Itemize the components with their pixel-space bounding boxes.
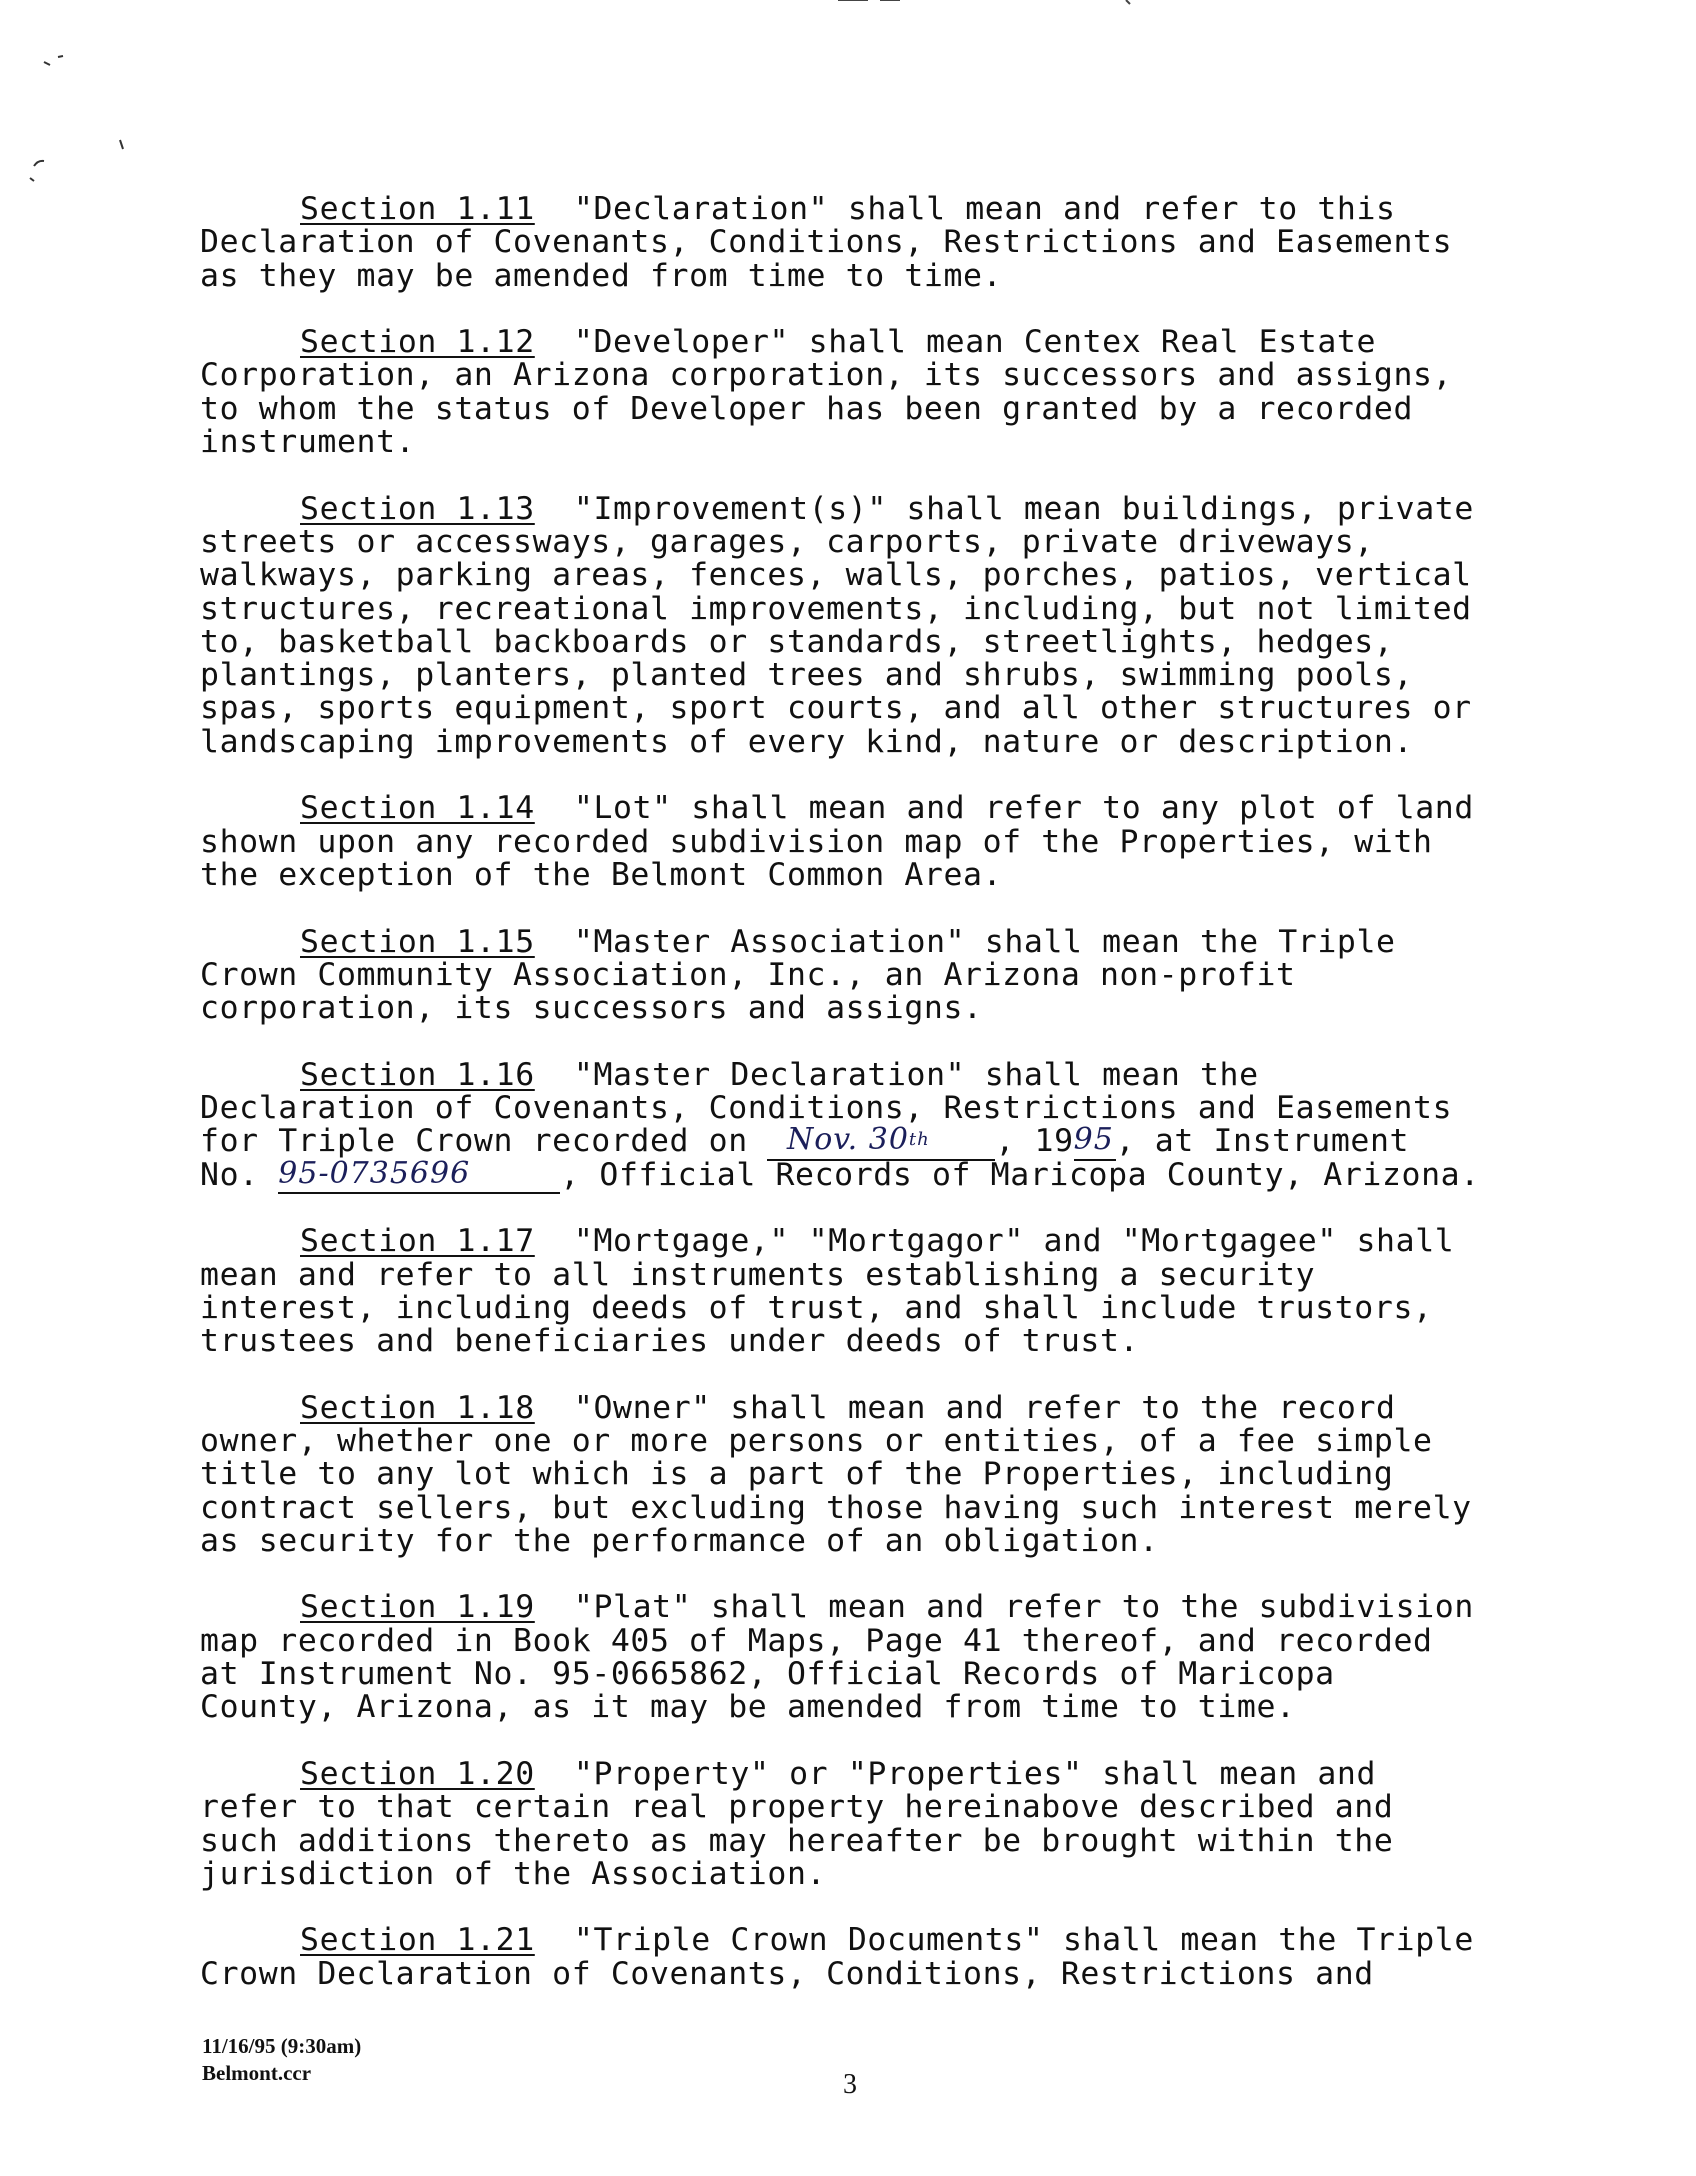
line-text: trustees and beneficiaries under deeds of trust. xyxy=(200,1323,1140,1360)
text-line xyxy=(200,1522,1520,1559)
line-text: the exception of the Belmont Common Area. xyxy=(200,856,1003,893)
text-line xyxy=(200,523,1520,560)
section-label: Section 1.16 xyxy=(300,1056,535,1093)
handwritten-instrument-number: 95-0735696 xyxy=(278,1155,471,1191)
definition-section xyxy=(200,792,1520,892)
text-line xyxy=(200,1791,1520,1824)
instrument-number-blank xyxy=(278,1155,560,1194)
line-text: , at Instrument xyxy=(1115,1123,1410,1160)
text-line xyxy=(200,992,1520,1025)
definition-section xyxy=(200,1924,1520,1991)
line-text: landscaping improvements of every kind, nature or description. xyxy=(200,723,1414,760)
line-text: mean and refer to all instruments establishing a security xyxy=(200,1256,1316,1293)
section-label: Section 1.15 xyxy=(300,923,535,960)
text-line xyxy=(200,1389,1520,1426)
handwritten-date-suffix: th xyxy=(908,1129,930,1151)
scan-speck xyxy=(1126,0,1130,4)
text-line xyxy=(200,1225,1520,1258)
text-line xyxy=(200,1955,1520,1992)
line-text: Corporation, an Arizona corporation, its successors and assigns, xyxy=(200,357,1453,394)
section-label: Section 1.13 xyxy=(300,490,535,527)
line-text: jurisdiction of the Association. xyxy=(200,1855,827,1892)
line-text: corporation, its successors and assigns. xyxy=(200,990,983,1027)
text-line xyxy=(200,490,1520,527)
definition-section xyxy=(200,193,1520,293)
line-text: "Property" or "Properties" shall mean and xyxy=(534,1755,1377,1792)
handwritten-year: 95 xyxy=(1073,1122,1114,1158)
definition-section xyxy=(200,1591,1520,1724)
definition-section xyxy=(200,326,1520,459)
definition-section xyxy=(200,1755,1520,1892)
line-text: instrument. xyxy=(200,424,416,461)
line-text: , 19 xyxy=(995,1123,1074,1160)
line-text: Crown Community Association, Inc., an Arizona non-profit xyxy=(200,956,1296,993)
text-line xyxy=(200,823,1520,860)
line-text: shown upon any recorded subdivision map of the Properties, with xyxy=(200,823,1433,860)
text-line xyxy=(200,1155,1520,1193)
text-line xyxy=(200,359,1520,392)
scan-speck xyxy=(120,140,123,149)
footer-meta xyxy=(202,2033,361,2087)
section-label: Section 1.17 xyxy=(300,1223,535,1260)
scan-speck xyxy=(34,161,44,166)
line-text: streets or accessways, garages, carports, private driveways, xyxy=(200,523,1374,560)
text-line xyxy=(200,1458,1520,1491)
line-text: "Improvement(s)" shall mean buildings, private xyxy=(534,490,1474,527)
text-line xyxy=(200,1658,1520,1691)
text-line xyxy=(200,692,1520,725)
line-text: plantings, planters, planted trees and shrubs, swimming pools, xyxy=(200,657,1414,694)
text-line xyxy=(200,1122,1520,1160)
text-line xyxy=(200,193,1520,226)
definition-section xyxy=(200,1389,1520,1559)
definition-section xyxy=(200,1056,1520,1193)
line-text: owner, whether one or more persons or entities, of a fee simple xyxy=(200,1422,1433,1459)
text-line xyxy=(200,1325,1520,1358)
footer-filename: Belmont.ccr xyxy=(202,2061,312,2085)
line-text: "Master Declaration" shall mean the xyxy=(534,1056,1259,1093)
text-line xyxy=(200,390,1520,427)
text-line xyxy=(200,1855,1520,1892)
text-line xyxy=(200,1489,1520,1526)
definition-section xyxy=(200,490,1520,760)
line-text: for Triple Crown recorded on xyxy=(200,1123,768,1160)
page-number: 3 xyxy=(843,2069,857,2100)
line-text: No. xyxy=(200,1156,279,1193)
text-line xyxy=(200,226,1520,259)
text-line xyxy=(200,856,1520,893)
text-line xyxy=(200,426,1520,459)
line-text: "Declaration" shall mean and refer to this xyxy=(534,191,1396,227)
text-line xyxy=(200,723,1520,760)
text-line xyxy=(200,257,1520,294)
line-text: Declaration of Covenants, Conditions, Restrictions and Easements xyxy=(200,224,1453,261)
line-text: walkways, parking areas, fences, walls, porches, patios, vertical xyxy=(200,557,1472,594)
text-line xyxy=(200,1822,1520,1859)
section-label: Section 1.12 xyxy=(300,324,535,361)
line-text: to whom the status of Developer has been granted by a recorded xyxy=(200,390,1414,427)
section-label: Section 1.19 xyxy=(300,1589,535,1626)
line-text: as they may be amended from time to time. xyxy=(200,257,1003,294)
line-text: structures, recreational improvements, including, but not limited xyxy=(200,590,1472,627)
text-line xyxy=(200,1092,1520,1125)
line-text: refer to that certain real property hereinabove described and xyxy=(200,1789,1394,1826)
footer-date: 11/16/95 (9:30am) xyxy=(202,2034,362,2058)
line-text: such additions thereto as may hereafter be brought within the xyxy=(200,1822,1394,1859)
line-text: Crown Declaration of Covenants, Conditions, Restrictions and xyxy=(200,1955,1374,1992)
line-text: "Developer" shall mean Centex Real Estate xyxy=(534,324,1377,361)
line-text: map recorded in Book 405 of Maps, Page 41 thereof, and recorded xyxy=(200,1622,1433,1659)
recording-date-blank xyxy=(767,1122,995,1160)
line-text: at Instrument No. 95-0665862, Official Records of Maricopa xyxy=(200,1656,1335,1693)
text-line xyxy=(200,792,1520,825)
section-label: Section 1.18 xyxy=(300,1389,535,1426)
text-line xyxy=(200,1591,1520,1624)
line-text: contract sellers, but excluding those having such interest merely xyxy=(200,1489,1472,1526)
line-text: , Official Records of Maricopa County, Arizona. xyxy=(560,1156,1480,1193)
line-text: interest, including deeds of trust, and shall include trustors, xyxy=(200,1289,1433,1326)
text-line xyxy=(200,659,1520,692)
text-line xyxy=(200,1691,1520,1724)
line-text: County, Arizona, as it may be amended from time to time. xyxy=(200,1689,1296,1726)
declaration-body xyxy=(200,193,1520,2024)
section-label: Section 1.14 xyxy=(300,790,535,827)
text-line xyxy=(200,1289,1520,1326)
line-text: Declaration of Covenants, Conditions, Restrictions and Easements xyxy=(200,1090,1453,1127)
scan-speck xyxy=(58,56,63,57)
text-line xyxy=(200,1056,1520,1093)
definition-section xyxy=(200,923,1520,1027)
line-text: spas, sports equipment, sport courts, and all other structures or xyxy=(200,690,1472,727)
text-line xyxy=(200,1422,1520,1459)
line-text: "Mortgage," "Mortgagor" and "Mortgagee" shall xyxy=(534,1223,1455,1260)
line-text: "Plat" shall mean and refer to the subdivision xyxy=(534,1589,1474,1626)
text-line xyxy=(200,1256,1520,1293)
line-text: "Triple Crown Documents" shall mean the Triple xyxy=(534,1922,1474,1959)
scan-speck xyxy=(30,178,34,181)
line-text: to, basketball backboards or standards, streetlights, hedges, xyxy=(200,623,1394,660)
text-line xyxy=(200,590,1520,627)
section-label: Section 1.20 xyxy=(300,1755,535,1792)
text-line xyxy=(200,326,1520,359)
text-line xyxy=(200,559,1520,592)
definition-section xyxy=(200,1225,1520,1358)
text-line xyxy=(200,623,1520,660)
line-text: as security for the performance of an obligation. xyxy=(200,1522,1159,1559)
handwritten-date: Nov. 30 xyxy=(786,1122,909,1158)
scan-speck xyxy=(44,62,50,65)
text-line xyxy=(200,1622,1520,1659)
text-line xyxy=(200,956,1520,993)
text-line xyxy=(200,923,1520,960)
line-text: title to any lot which is a part of the Properties, including xyxy=(200,1456,1394,1493)
line-text: "Lot" shall mean and refer to any plot of land xyxy=(534,790,1474,827)
section-label: Section 1.11 xyxy=(300,191,535,227)
section-label: Section 1.21 xyxy=(300,1922,535,1959)
text-line xyxy=(200,1924,1520,1957)
recording-year-blank xyxy=(1073,1122,1116,1160)
line-text: "Owner" shall mean and refer to the record xyxy=(534,1389,1396,1426)
line-text: "Master Association" shall mean the Triple xyxy=(534,923,1396,960)
text-line xyxy=(200,1755,1520,1792)
